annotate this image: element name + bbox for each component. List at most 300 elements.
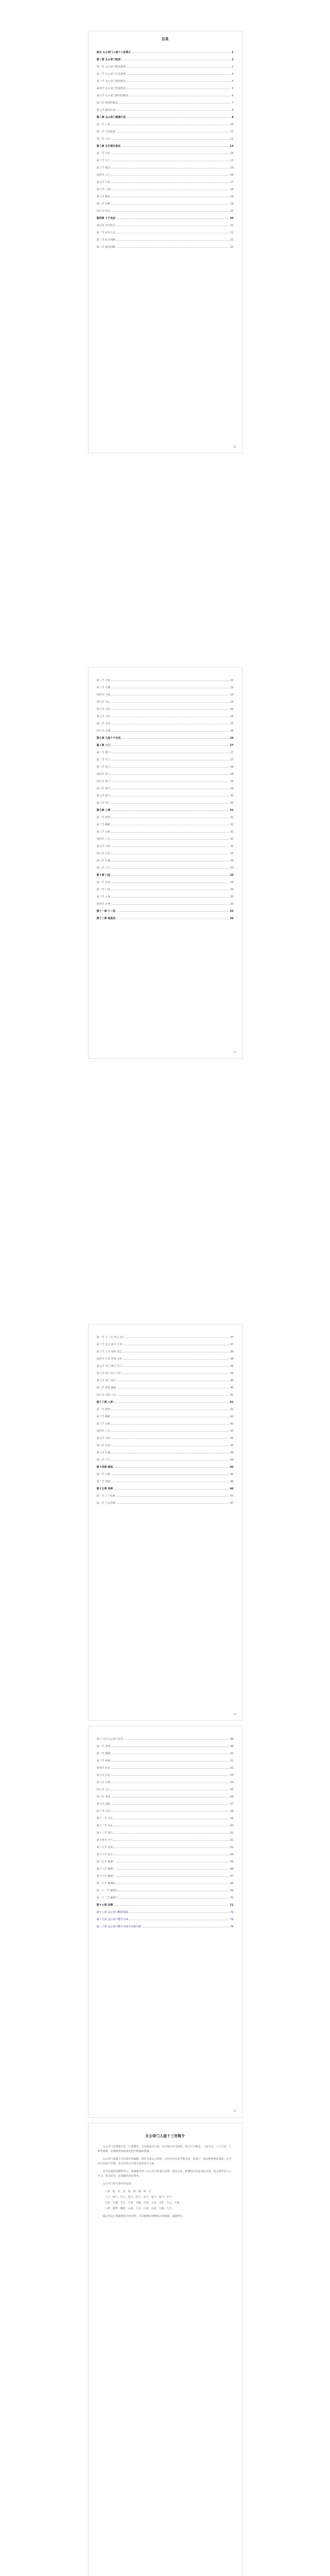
toc-entry[interactable] (97, 1820, 234, 1827)
toc-entry[interactable] (97, 234, 234, 242)
toc-dot-leader (114, 1402, 229, 1403)
toc-entry-page: 1 (232, 51, 234, 54)
toc-entry[interactable] (97, 1353, 234, 1361)
toc-entry[interactable] (97, 1440, 234, 1447)
toc-entry[interactable] (97, 1871, 234, 1878)
toc-entry[interactable] (97, 1791, 234, 1799)
toc-dot-leader (111, 702, 229, 703)
toc-dot-leader (111, 731, 229, 732)
toc-entry[interactable] (97, 1734, 234, 1741)
toc-entry-page: 33 (230, 852, 234, 855)
toc-entry[interactable] (97, 747, 234, 754)
toc-entry-page: 12 (230, 138, 234, 141)
article (98, 2123, 233, 2222)
toc-dot-leader (111, 1768, 229, 1769)
toc-entry-page: 45 (230, 1466, 234, 1469)
toc-entry[interactable] (97, 1339, 234, 1346)
toc-entry-label: 第十八节 案例二 (96, 1868, 116, 1871)
toc-entry[interactable] (97, 1777, 234, 1784)
toc-entry-label: 第五章 奇仪组合 (96, 224, 116, 227)
toc-entry-page: 72 (230, 1911, 234, 1914)
toc-entry[interactable] (97, 1361, 234, 1368)
toc-entry-page: 37 (230, 1343, 234, 1346)
toc-dot-leader (119, 101, 234, 105)
toc-list (97, 1332, 234, 1505)
toc-entry[interactable] (97, 870, 234, 877)
toc-entry[interactable] (97, 740, 234, 747)
toc-entry-page: 63 (230, 1846, 234, 1849)
toc-entry-page: 57 (230, 1803, 234, 1806)
toc-entry[interactable] (97, 1813, 234, 1820)
toc-dot-leader (111, 1460, 229, 1461)
toc-entry-page: 34 (230, 874, 234, 877)
toc-entry[interactable] (97, 1418, 234, 1426)
toc-entry-page: 27 (230, 744, 234, 747)
list-item: 八神：值符、腾蛇、太阴、六合、白虎、玄武、九地、九天 (105, 2207, 172, 2210)
toc-entry-label: 前言 太公奇门入盘十三官简介 (96, 51, 131, 54)
toc-entry-page: 45 (230, 1473, 234, 1476)
toc-entry[interactable] (97, 141, 234, 148)
toc-entry[interactable] (97, 913, 234, 920)
toc-dot-leader (114, 1905, 229, 1906)
toc-entry-page: 25 (230, 715, 234, 718)
toc-entry[interactable] (97, 1784, 234, 1791)
toc-entry-page: 36 (230, 917, 234, 920)
toc-entry[interactable] (97, 1404, 234, 1411)
toc-entry-label: 第六节 神煞的排法 (96, 101, 118, 105)
toc-entry-page: 48 (230, 1738, 234, 1741)
toc-entry-label: 第二章 太公奇门推测方法 (96, 116, 126, 119)
toc-entry[interactable] (97, 1921, 234, 1928)
toc-entry-label: 第一节 休门 (96, 751, 111, 754)
toc-entry[interactable] (97, 1490, 234, 1498)
toc-dot-leader (111, 182, 229, 183)
toc-entry-page: 50 (230, 1752, 234, 1755)
toc-entry[interactable] (97, 148, 234, 155)
toc-entry-page: 22 (230, 246, 234, 249)
list-item: 八门：休门、生门、伤门、杜门、景门、死门、惊门、开门 (105, 2196, 172, 2199)
toc-entry-page: 34 (230, 881, 234, 884)
toc-entry[interactable] (97, 1762, 234, 1770)
toc-entry[interactable] (97, 119, 234, 126)
toc-entry-page: 17 (230, 181, 234, 184)
toc-dot-leader (111, 868, 229, 869)
toc-entry-label: 第四节 六合 (96, 838, 111, 841)
toc-entry-page: 26 (230, 730, 234, 733)
toc-dot-leader (117, 1395, 229, 1396)
toc-entry-page: 24 (230, 708, 234, 711)
toc-entry[interactable] (97, 1885, 234, 1892)
toc-entry-label: 第九节 太阴 六合 (96, 1394, 116, 1397)
article-paragraph: 太公奇门是我国古代一门预测学，它以时间为主线，以空间方位为依托，结合天干地支、八卦九宫、八门九星、八神等要素，对事物的发展变化进行推演和预测。 (97, 2145, 232, 2153)
toc-entry[interactable] (97, 213, 234, 220)
toc-entry[interactable] (97, 1856, 234, 1863)
toc-entry-label: 第四节 出行 (96, 1767, 111, 1770)
toc-entry[interactable] (97, 855, 234, 862)
toc-entry[interactable] (97, 834, 234, 841)
toc-entry[interactable] (97, 1863, 234, 1871)
toc-dot-leader (123, 1359, 229, 1360)
toc-entry-page: 39 (230, 1372, 234, 1375)
toc-dot-leader (111, 832, 229, 833)
toc-entry-page: 52 (230, 1767, 234, 1770)
toc-entry[interactable] (97, 819, 234, 826)
toc-entry-page: 37 (230, 1336, 234, 1339)
toc-entry-label: 第二节 婚姻 (96, 1752, 111, 1755)
toc-entry-label: 第一节 求财 (96, 1745, 111, 1748)
toc-page-1 (88, 31, 242, 453)
toc-entry[interactable] (97, 725, 234, 733)
toc-entry-page: 31 (230, 816, 234, 819)
toc-entry-page: 34 (230, 888, 234, 891)
toc-entry-label: 第六节 玄武 (96, 852, 111, 855)
toc-entry-page: 9 (232, 116, 234, 119)
toc-entry[interactable] (97, 1382, 234, 1389)
toc-entry-label: 第六节 失物 (96, 1781, 111, 1784)
list-item: 九星：天蓬、天任、天冲、天辅、天英、天芮、天柱、天心、天禽 (105, 2201, 180, 2205)
toc-entry[interactable] (97, 1849, 234, 1856)
toc-entry[interactable] (97, 61, 234, 69)
toc-entry-page: 62 (230, 1839, 234, 1842)
toc-dot-leader (111, 846, 229, 847)
toc-entry-label: 第三节 太公奇门局的排法 (96, 80, 126, 83)
toc-entry[interactable] (97, 1741, 234, 1748)
toc-entry-page: 47 (230, 1502, 234, 1505)
toc-entry[interactable] (97, 90, 234, 97)
toc-entry[interactable] (97, 1346, 234, 1353)
toc-entry-label: 第十七章 应期 (96, 1904, 113, 1907)
toc-entry[interactable] (97, 1332, 234, 1339)
toc-entry-label: 第四节 午未 申酉 戌亥 (96, 1358, 123, 1361)
toc-entry-page: 49 (230, 1745, 234, 1748)
toc-entry-label: 第十二节 风水 (96, 1824, 113, 1827)
toc-dot-leader (124, 1739, 229, 1740)
toc-entry-label: 第八节 开门 (96, 802, 111, 805)
toc-entry-page: 28 (230, 773, 234, 776)
toc-entry[interactable] (97, 1426, 234, 1433)
toc-entry[interactable] (97, 841, 234, 848)
toc-entry[interactable] (97, 718, 234, 725)
toc-entry[interactable] (97, 1842, 234, 1849)
toc-entry[interactable] (97, 906, 234, 913)
toc-entry-page: 70 (230, 1896, 234, 1900)
toc-entry[interactable] (97, 242, 234, 249)
toc-entry[interactable] (97, 220, 234, 227)
toc-entry[interactable] (97, 1397, 234, 1404)
toc-entry[interactable] (97, 1375, 234, 1382)
toc-entry[interactable] (97, 133, 234, 141)
toc-entry-label: 第五节 景门 (96, 780, 111, 783)
toc-entry[interactable] (97, 69, 234, 76)
toc-entry[interactable] (97, 105, 234, 112)
toc-entry-label: 第十四节 天气 (96, 1839, 113, 1842)
toc-entry[interactable] (97, 798, 234, 805)
toc-entry[interactable] (97, 704, 234, 711)
toc-entry-label: 第八节 九天 (96, 1459, 111, 1462)
article-paragraph: 本书以通俗易懂的语言，系统地介绍了太公奇门的基本原理、起局方法、推测技巧以及实际应用，适合初学者入门学习，也可供有一定基础的读者参考。 (97, 2170, 232, 2178)
toc (97, 1332, 234, 1505)
toc-entry[interactable] (97, 1454, 234, 1462)
toc-entry-label: 第九节 天蓬 (96, 730, 111, 733)
toc-entry[interactable] (97, 1447, 234, 1454)
toc-entry-label: 第二十一节 案例五 (96, 1889, 118, 1892)
toc-entry-label: 第二节 六亲用神 (96, 1502, 116, 1505)
toc-list (97, 675, 234, 920)
toc-entry-label: 第九章 八神 (96, 809, 111, 812)
article-paragraph: 太公奇门来源于古代的军事谋略，相传为姜太公所创，后经历代先贤不断完善，形成了一套完整的理论体系。它不仅可以用于军事，还可以用于日常生活的各个方面。 (97, 2158, 232, 2165)
toc-entry-label: 第六节 伤门 杜门 景门 (96, 1372, 123, 1375)
toc-entry-label: 第十六章 太公奇门应用 (96, 1738, 124, 1741)
toc-entry[interactable] (97, 776, 234, 783)
toc-entry[interactable] (97, 1469, 234, 1476)
toc-dot-leader (116, 218, 229, 219)
toc-dot-leader (111, 709, 229, 710)
toc-entry[interactable] (97, 112, 234, 119)
toc-entry[interactable] (97, 711, 234, 718)
toc-entry-label: 第十九节 案例三 (96, 1875, 116, 1878)
toc-dot-leader (111, 175, 229, 176)
toc-entry-label: 第五节 白虎 (96, 1437, 111, 1440)
toc-entry-label: 第十一节 合作 (96, 1817, 113, 1820)
toc-entry-page: 32 (230, 831, 234, 834)
toc-entry[interactable] (97, 1878, 234, 1885)
toc-entry-label: 第一节 奇仪入宫 (96, 231, 116, 234)
toc-dot-leader (111, 745, 229, 746)
toc-entry-label: 第八节 天英 (96, 722, 111, 725)
toc-entry-label: 第十三节 择日 (96, 1832, 113, 1835)
toc-entry-page: 28 (230, 766, 234, 769)
toc-entry-label: 第一节 宫位 (96, 152, 111, 155)
toc-entry-label: 第七节 惊门 (96, 794, 111, 798)
toc-entry[interactable] (97, 848, 234, 855)
article-paragraph: 通过对以上要素的组合和分析，可以推测出事物的吉凶祸福、成败得失。 (102, 2215, 185, 2218)
toc-entry-label: 第十八章 太公奇门断卦要诀 (96, 1911, 129, 1914)
toc-entry[interactable] (97, 177, 234, 184)
toc-entry[interactable] (97, 1755, 234, 1762)
toc-entry-label: 第十六节 综合 (96, 1853, 113, 1856)
toc-entry-page: 42 (230, 1415, 234, 1418)
toc-entry[interactable] (97, 1433, 234, 1440)
toc-entry[interactable] (97, 1483, 234, 1490)
toc-dot-leader (127, 73, 234, 76)
toc-entry-label: 第七节 九地 (96, 1451, 111, 1454)
toc-entry-page: 69 (230, 1889, 234, 1892)
toc-entry[interactable] (97, 675, 234, 682)
toc-entry[interactable] (97, 76, 234, 83)
toc-entry[interactable] (97, 206, 234, 213)
toc-entry-label: 第八节 九天 (96, 867, 111, 870)
toc-dot-leader (111, 1775, 229, 1776)
toc-entry-page: 56 (230, 1795, 234, 1799)
toc-entry[interactable] (97, 1462, 234, 1469)
toc-entry-label: 第四节 天禽 (96, 693, 111, 697)
toc-entry-page: 20 (230, 210, 234, 213)
toc-entry-label: 第三节 地支 (96, 166, 111, 170)
toc-entry[interactable] (97, 1900, 234, 1907)
toc-entry-label: 第七节 地支应用 (96, 109, 116, 112)
toc-dot-leader (116, 240, 229, 241)
toc-entry-label: 第十九章 太公奇门数字吉凶 (96, 1918, 129, 1921)
toc-entry[interactable] (97, 1411, 234, 1418)
toc-entry-label: 第三节 疾病 (96, 1759, 111, 1762)
toc-entry-label: 第六节 死门 (96, 787, 111, 790)
toc-entry-page: 44 (230, 1451, 234, 1454)
toc-entry[interactable] (97, 899, 234, 906)
toc-entry-page: 19 (230, 195, 234, 198)
toc-entry[interactable] (97, 227, 234, 234)
toc-entry[interactable] (97, 162, 234, 170)
toc-page-2 (88, 667, 242, 1059)
toc-entry[interactable] (97, 783, 234, 790)
toc-dot-leader (111, 774, 229, 775)
toc-entry-label: 第四节 太公奇门符使排法 (96, 87, 126, 90)
toc-entry[interactable] (97, 170, 234, 177)
toc-dot-leader (111, 204, 229, 205)
toc-entry[interactable] (97, 754, 234, 761)
toc-entry-page: 35 (230, 903, 234, 906)
toc-entry-label: 第八节 考试 (96, 1795, 111, 1799)
toc-dot-leader (121, 738, 229, 739)
list-item: 八卦：乾、坎、艮、震、巽、离、坤、兑 (105, 2190, 151, 2193)
toc-entry-label: 第十三章 八神 (96, 1401, 113, 1404)
toc-entry-page: 44 (230, 1459, 234, 1462)
toc-dot-leader (111, 695, 229, 696)
toc-dot-leader (114, 1833, 229, 1834)
toc-entry[interactable] (97, 1799, 234, 1806)
toc-entry-page: 55 (230, 1788, 234, 1791)
toc-entry[interactable] (97, 1914, 234, 1921)
toc-entry[interactable] (97, 1389, 234, 1397)
toc-entry-label: 第七章 九星十干吉凶 (96, 737, 121, 740)
toc (97, 675, 234, 920)
toc-entry[interactable] (97, 877, 234, 884)
toc-entry-page: 38 (230, 1350, 234, 1353)
toc-entry-label: 第九节 求职 (96, 1803, 111, 1806)
toc-entry-label: 第二节 天机 (96, 679, 111, 682)
toc-entry-label: 第四节 杜门 (96, 773, 111, 776)
toc-entry-label: 第一节 十干用神 (96, 1495, 116, 1498)
toc-entry[interactable] (97, 826, 234, 834)
toc-entry[interactable] (97, 83, 234, 90)
toc-entry[interactable] (97, 1892, 234, 1900)
toc-entry-label: 第一节 十二宫 甲乙 丙丁 (96, 1336, 125, 1339)
toc-entry[interactable] (97, 891, 234, 899)
toc-entry[interactable] (97, 1827, 234, 1835)
toc-dot-leader (111, 1424, 229, 1425)
toc-entry[interactable] (97, 1835, 234, 1842)
toc-entry[interactable] (97, 198, 234, 206)
toc-entry-label: 第二节 门迫 (96, 888, 111, 891)
toc-entry-label: 第二十二节 案例六 (96, 1896, 118, 1900)
toc-entry[interactable] (97, 54, 234, 61)
toc-entry[interactable] (97, 862, 234, 870)
toc-dot-leader (111, 1804, 229, 1805)
toc (97, 1734, 234, 1928)
toc-entry-page: 11 (230, 130, 234, 133)
toc-dot-leader (111, 1438, 229, 1439)
toc-entry-page: 33 (230, 867, 234, 870)
toc-entry-label: 第五节 太公奇门排局的秘诀 (96, 94, 129, 97)
toc-entry[interactable] (97, 769, 234, 776)
toc-entry-page: 61 (230, 1832, 234, 1835)
toc-entry[interactable] (97, 1806, 234, 1813)
toc-entry-label: 第八节 用神 (96, 202, 111, 206)
toc-entry-label: 第二节 戊己 庚辛 壬癸 (96, 1343, 123, 1346)
toc-entry-label: 第八节 值符 腾蛇 (96, 1386, 116, 1389)
toc-entry[interactable] (97, 1907, 234, 1914)
toc-entry-page: 73 (230, 1918, 234, 1921)
toc-entry[interactable] (97, 697, 234, 704)
toc-entry-page: 31 (230, 823, 234, 826)
toc-entry-page: 21 (230, 239, 234, 242)
toc-entry-page: 6 (232, 94, 234, 97)
toc-entry[interactable] (97, 884, 234, 891)
toc-entry-label: 第六节 八神 (96, 188, 111, 191)
toc-entry[interactable] (97, 805, 234, 812)
toc-entry-page: 53 (230, 1774, 234, 1777)
toc-entry-page: 71 (230, 1904, 234, 1907)
toc-entry[interactable] (97, 191, 234, 198)
toc-entry-page: 35 (230, 895, 234, 899)
toc-dot-leader (111, 904, 229, 905)
toc-dot-leader (126, 1337, 229, 1338)
toc-entry[interactable] (97, 155, 234, 162)
toc-entry-label: 第三节 天辅 (96, 686, 111, 689)
toc-entry-page: 35 (230, 910, 234, 913)
toc-entry-page: 29 (230, 780, 234, 783)
toc-dot-leader (111, 839, 229, 840)
toc-entry[interactable] (97, 1476, 234, 1483)
toc-entry-page: 5 (232, 87, 234, 90)
toc-entry-page: 22 (230, 679, 234, 682)
toc-entry[interactable] (97, 1770, 234, 1777)
toc-entry-page: 19 (230, 202, 234, 206)
toc-entry-page: 58 (230, 1810, 234, 1813)
toc-entry-label: 第一节 吉格 (96, 1473, 111, 1476)
toc-dot-leader (116, 911, 229, 912)
toc-entry[interactable] (97, 1498, 234, 1505)
toc-entry-page: 54 (230, 1781, 234, 1784)
toc-entry[interactable] (97, 812, 234, 819)
toc-entry-page: 33 (230, 859, 234, 862)
toc-entry[interactable] (97, 97, 234, 105)
list-intro: 太公奇门的主要内容包括： (102, 2182, 134, 2185)
toc-entry-page: 40 (230, 1379, 234, 1382)
toc-dot-leader (111, 803, 229, 804)
toc-entry[interactable] (97, 790, 234, 798)
toc-entry-page: 32 (230, 838, 234, 841)
toc-entry-label: 第四节 击刑 (96, 903, 111, 906)
toc-entry[interactable] (97, 47, 234, 54)
toc-entry-page: 21 (230, 224, 234, 227)
toc-entry[interactable] (97, 761, 234, 769)
toc-dot-leader (111, 211, 229, 212)
toc-entry[interactable] (97, 733, 234, 740)
toc-entry[interactable] (97, 126, 234, 133)
toc-entry[interactable] (97, 682, 234, 689)
toc-entry-label: 第十五章 用神 (96, 1487, 113, 1490)
toc-entry-page: 60 (230, 1824, 234, 1827)
toc-entry[interactable] (97, 1748, 234, 1755)
toc-entry-label: 第二节 综合判断 (96, 239, 116, 242)
toc-entry[interactable] (97, 184, 234, 191)
toc-entry-page: 8 (232, 109, 234, 112)
toc-dot-leader (129, 1912, 229, 1913)
toc-entry-label: 第十节 买卖 (96, 1810, 111, 1813)
toc (97, 31, 234, 249)
toc-entry[interactable] (97, 689, 234, 697)
toc-entry[interactable] (97, 1368, 234, 1375)
